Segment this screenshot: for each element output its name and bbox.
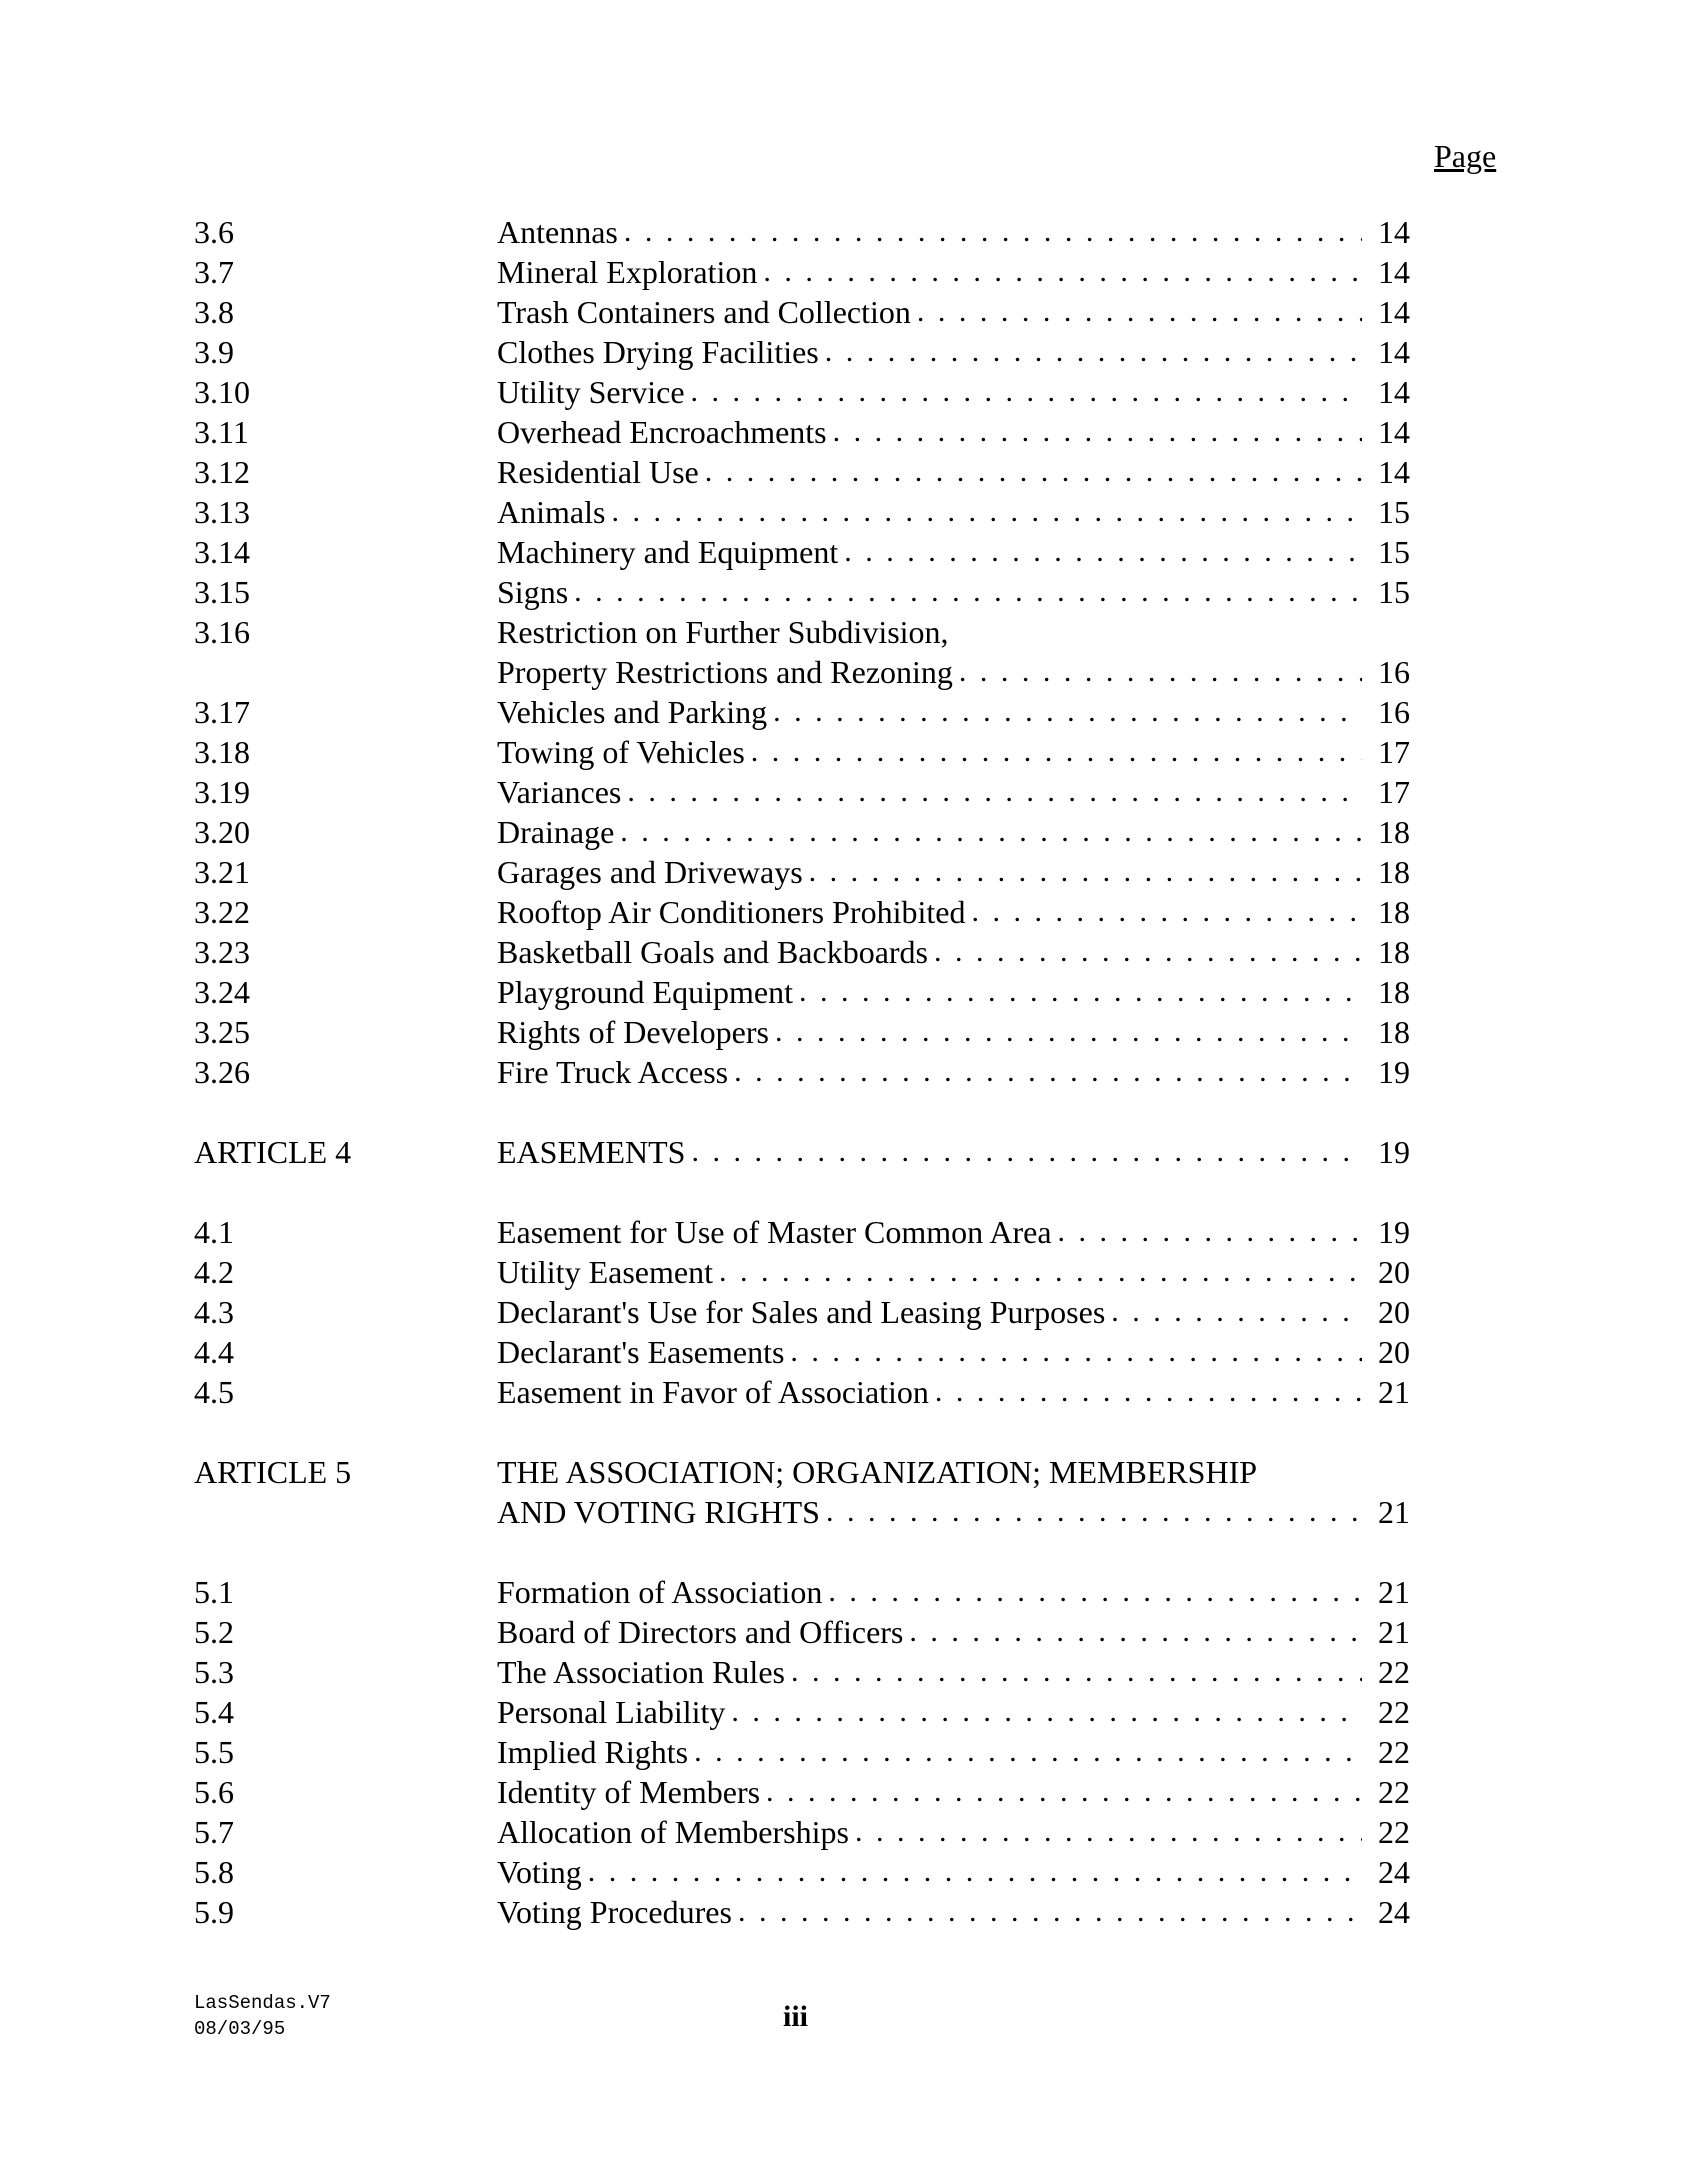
toc-page-number: 20 (1378, 1294, 1410, 1330)
toc-entry (194, 612, 1410, 652)
toc-section-title: Easement for Use of Master Common Area (497, 1214, 1052, 1250)
toc-entry (194, 1012, 1410, 1052)
dot-leader (1105, 1292, 1362, 1332)
dot-leader (605, 492, 1362, 532)
toc-page-number: 17 (1378, 774, 1410, 810)
toc-entry (194, 452, 1410, 492)
toc-section-title: Antennas (497, 214, 618, 250)
dot-leader (713, 1252, 1362, 1292)
toc-section-title: The Association Rules (497, 1654, 785, 1690)
dot-leader (903, 1612, 1362, 1652)
toc-page-number: 15 (1378, 494, 1410, 530)
toc-section-number: 4.5 (194, 1374, 234, 1410)
toc-page-number: 18 (1378, 1014, 1410, 1050)
toc-page-number: 18 (1378, 814, 1410, 850)
dot-leader (685, 1132, 1362, 1172)
toc-entry (194, 1292, 1410, 1332)
toc-section-number: 3.18 (194, 734, 250, 770)
toc-page-number: 18 (1378, 854, 1410, 890)
toc-page-number: 14 (1378, 334, 1410, 370)
toc-entry (194, 1812, 1410, 1852)
toc-entry (194, 972, 1410, 1012)
toc-page-number: 14 (1378, 414, 1410, 450)
toc-section-title: Rooftop Air Conditioners Prohibited (497, 894, 966, 930)
toc-section-title: Easement in Favor of Association (497, 1374, 929, 1410)
dot-leader (757, 252, 1362, 292)
toc-section-number: 5.1 (194, 1574, 234, 1610)
toc-entry (194, 892, 1410, 932)
dot-leader (618, 212, 1362, 252)
toc-section-title: Vehicles and Parking (497, 694, 768, 730)
dot-leader (929, 1372, 1362, 1412)
toc-section-title: Formation of Association (497, 1574, 823, 1610)
toc-section-number: 4.4 (194, 1334, 234, 1370)
document-footer-id (194, 1990, 331, 2042)
document-id: LasSendas.V7 (194, 1992, 331, 2014)
dot-leader (785, 1652, 1362, 1692)
dot-leader (732, 1892, 1362, 1932)
toc-section-title: Identity of Members (497, 1774, 761, 1810)
toc-section-title: Animals (497, 494, 606, 530)
toc-section-number: 5.8 (194, 1854, 234, 1890)
toc-page-number: 14 (1378, 254, 1410, 290)
toc-entry (194, 532, 1410, 572)
toc-section-number: 3.12 (194, 454, 250, 490)
toc-entry-continuation (194, 1492, 1410, 1532)
toc-entry (194, 1252, 1410, 1292)
toc-section-number: 3.26 (194, 1054, 250, 1090)
toc-section-number: 3.24 (194, 974, 250, 1010)
toc-page-number: 24 (1378, 1854, 1410, 1890)
toc-section-number: 3.19 (194, 774, 250, 810)
toc-page-number: 21 (1378, 1494, 1410, 1530)
dot-leader (953, 652, 1362, 692)
toc-entry (194, 212, 1410, 252)
toc-entry (194, 1652, 1410, 1692)
toc-entry (194, 572, 1410, 612)
toc-section-number: 4.1 (194, 1214, 234, 1250)
toc-page-number: 14 (1378, 374, 1410, 410)
toc-page-number: 22 (1378, 1814, 1410, 1850)
toc-section-number: 3.6 (194, 214, 234, 250)
dot-leader (784, 1332, 1362, 1372)
dot-leader (820, 1492, 1362, 1532)
toc-section-title: Declarant's Easements (497, 1334, 785, 1370)
dot-leader (838, 532, 1362, 572)
toc-section-title: Garages and Driveways (497, 854, 803, 890)
toc-entry (194, 1372, 1410, 1412)
toc-section-title: Trash Containers and Collection (497, 294, 911, 330)
toc-section-title: Utility Service (497, 374, 685, 410)
toc-section-title: Implied Rights (497, 1734, 689, 1770)
toc-section-number: 3.14 (194, 534, 250, 570)
toc-section-number: 5.5 (194, 1734, 234, 1770)
toc-section-title: Voting (497, 1854, 582, 1890)
page-number: iii (783, 2000, 809, 2033)
toc-page-number: 18 (1378, 934, 1410, 970)
toc-section-number: 5.4 (194, 1694, 234, 1730)
toc-section-title: Fire Truck Access (497, 1054, 729, 1090)
dot-leader (621, 772, 1362, 812)
toc-section-title: Basketball Goals and Backboards (497, 934, 928, 970)
toc-section-number: 5.3 (194, 1654, 234, 1690)
toc-entry-continuation (194, 652, 1410, 692)
toc-section-number: 3.16 (194, 614, 250, 650)
dot-leader (793, 972, 1362, 1012)
toc-section-title: Towing of Vehicles (497, 734, 745, 770)
toc-section-number: 3.17 (194, 694, 250, 730)
toc-entry (194, 852, 1410, 892)
dot-leader (849, 1812, 1362, 1852)
toc-page-number: 22 (1378, 1774, 1410, 1810)
toc-page-number: 14 (1378, 294, 1410, 330)
toc-entry (194, 1452, 1410, 1492)
toc-section-title: Playground Equipment (497, 974, 793, 1010)
toc-section-number: 3.21 (194, 854, 250, 890)
toc-entry (194, 1052, 1410, 1092)
toc-page-number: 22 (1378, 1694, 1410, 1730)
toc-section-number: 3.13 (194, 494, 250, 530)
dot-leader (819, 332, 1362, 372)
dot-leader (745, 732, 1362, 772)
dot-leader (822, 1572, 1362, 1612)
toc-section-title: Overhead Encroachments (497, 414, 827, 450)
toc-page-number: 24 (1378, 1894, 1410, 1930)
toc-section-number: 4.2 (194, 1254, 234, 1290)
toc-entry (194, 1572, 1410, 1612)
toc-page-number: 16 (1378, 654, 1410, 690)
toc-section-title: Declarant's Use for Sales and Leasing Purposes (497, 1294, 1106, 1330)
toc-page-number: 21 (1378, 1614, 1410, 1650)
dot-leader (688, 1732, 1362, 1772)
toc-page-number: 14 (1378, 454, 1410, 490)
dot-leader (928, 932, 1362, 972)
toc-section-title: Residential Use (497, 454, 699, 490)
toc-section-number: 3.20 (194, 814, 250, 850)
toc-section-title: Allocation of Memberships (497, 1814, 849, 1850)
toc-section-title: Signs (497, 574, 569, 610)
toc-entry (194, 1852, 1410, 1892)
toc-page-number: 18 (1378, 974, 1410, 1010)
toc-section-number: 3.22 (194, 894, 250, 930)
toc-section-number: 3.25 (194, 1014, 250, 1050)
toc-section-number: 3.9 (194, 334, 234, 370)
toc-section-title: Utility Easement (497, 1254, 713, 1290)
dot-leader (699, 452, 1362, 492)
toc-section-title: Drainage (497, 814, 615, 850)
toc-entry (194, 252, 1410, 292)
toc-page-number: 19 (1378, 1134, 1410, 1170)
toc-page-number: 15 (1378, 574, 1410, 610)
toc-section-title: THE ASSOCIATION; ORGANIZATION; MEMBERSHIP (497, 1454, 1258, 1490)
toc-entry (194, 332, 1410, 372)
toc-section-number: 3.15 (194, 574, 250, 610)
toc-page-number: 16 (1378, 694, 1410, 730)
toc-page-number: 21 (1378, 1374, 1410, 1410)
toc-entry (194, 412, 1410, 452)
toc-page-number: 22 (1378, 1654, 1410, 1690)
toc-entry (194, 692, 1410, 732)
toc-section-title: Board of Directors and Officers (497, 1614, 904, 1650)
dot-leader (1052, 1212, 1362, 1252)
dot-leader (965, 892, 1362, 932)
dot-leader (769, 1012, 1362, 1052)
dot-leader (582, 1852, 1362, 1892)
toc-page-number: 21 (1378, 1574, 1410, 1610)
toc-section-title: Machinery and Equipment (497, 534, 839, 570)
toc-entry (194, 1692, 1410, 1732)
toc-section-number: 3.23 (194, 934, 250, 970)
toc-entry (194, 1132, 1410, 1172)
toc-section-title: Property Restrictions and Rezoning (497, 654, 953, 690)
toc-entry (194, 1892, 1410, 1932)
toc-section-number: 3.10 (194, 374, 250, 410)
dot-leader (685, 372, 1362, 412)
toc-section-title: Personal Liability (497, 1694, 726, 1730)
toc-section-title: Clothes Drying Facilities (497, 334, 819, 370)
toc-page-number: 22 (1378, 1734, 1410, 1770)
toc-page-number: 19 (1378, 1214, 1410, 1250)
dot-leader (728, 1052, 1362, 1092)
dot-leader (911, 292, 1362, 332)
dot-leader (827, 412, 1362, 452)
toc-entry (194, 292, 1410, 332)
toc-section-number: 5.9 (194, 1894, 234, 1930)
toc-section-title: Restriction on Further Subdivision, (497, 614, 949, 650)
toc-section-number: 3.8 (194, 294, 234, 330)
toc-section-number: 3.7 (194, 254, 234, 290)
dot-leader (767, 692, 1362, 732)
toc-entry (194, 1772, 1410, 1812)
dot-leader (725, 1692, 1362, 1732)
document-date: 08/03/95 (194, 2018, 286, 2040)
toc-page-number: 17 (1378, 734, 1410, 770)
dot-leader (803, 852, 1362, 892)
toc-entry (194, 812, 1410, 852)
toc-section-title: Mineral Exploration (497, 254, 758, 290)
dot-leader (614, 812, 1362, 852)
toc-page-number: 19 (1378, 1054, 1410, 1090)
toc-section-number: 5.2 (194, 1614, 234, 1650)
toc-entry (194, 772, 1410, 812)
toc-section-title: AND VOTING RIGHTS (497, 1494, 820, 1530)
toc-page-number: 15 (1378, 534, 1410, 570)
toc-section-number: 3.11 (194, 414, 249, 450)
toc-section-number: ARTICLE 4 (194, 1134, 352, 1170)
toc-section-title: EASEMENTS (497, 1134, 686, 1170)
toc-section-title: Rights of Developers (497, 1014, 769, 1050)
toc-section-number: 5.6 (194, 1774, 234, 1810)
toc-section-number: 4.3 (194, 1294, 234, 1330)
toc-entry (194, 932, 1410, 972)
toc-entry (194, 1732, 1410, 1772)
toc-entry (194, 1212, 1410, 1252)
toc-page-number: 20 (1378, 1334, 1410, 1370)
toc-entry (194, 732, 1410, 772)
toc-entry (194, 372, 1410, 412)
toc-entry (194, 1612, 1410, 1652)
toc-section-number: ARTICLE 5 (194, 1454, 352, 1490)
toc-entry (194, 492, 1410, 532)
dot-leader (568, 572, 1362, 612)
toc-page-number: 14 (1378, 214, 1410, 250)
toc-page-number: 20 (1378, 1254, 1410, 1290)
page-column-heading: Page (1434, 138, 1497, 174)
toc-entry (194, 1332, 1410, 1372)
toc-section-title: Voting Procedures (497, 1894, 732, 1930)
dot-leader (760, 1772, 1362, 1812)
toc-section-title: Variances (497, 774, 622, 810)
toc-section-number: 5.7 (194, 1814, 234, 1850)
table-of-contents (194, 212, 1410, 1932)
toc-page-number: 18 (1378, 894, 1410, 930)
